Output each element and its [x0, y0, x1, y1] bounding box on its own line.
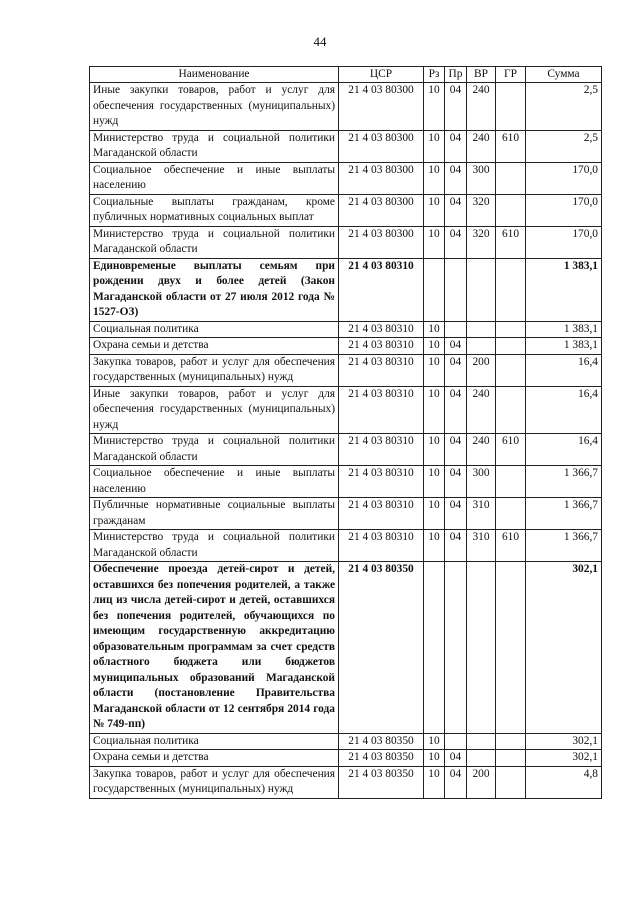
cell-gr: [496, 321, 526, 338]
cell-pr: 04: [445, 83, 467, 131]
cell-pr: 04: [445, 130, 467, 162]
cell-vr: 240: [467, 434, 496, 466]
cell-rz: 10: [424, 466, 445, 498]
cell-rz: 10: [424, 498, 445, 530]
table-row: [90, 130, 602, 162]
table-row: [90, 226, 602, 258]
cell-gr: [496, 162, 526, 194]
table-row: [90, 386, 602, 434]
page-number: 44: [313, 34, 327, 49]
cell-name: Социальная политика: [90, 733, 339, 750]
cell-csr: 21 4 03 80310: [339, 434, 424, 466]
table-row: [90, 258, 602, 321]
cell-name: Иные закупки товаров, работ и услуг для обеспечения государственных (муниципальных) нужд: [90, 386, 339, 434]
table-body: [90, 83, 602, 799]
cell-sum: 170,0: [526, 226, 602, 258]
cell-sum: 1 366,7: [526, 466, 602, 498]
cell-gr: [496, 562, 526, 734]
cell-vr: 310: [467, 530, 496, 562]
cell-pr: 04: [445, 194, 467, 226]
cell-sum: 16,4: [526, 354, 602, 386]
cell-gr: [496, 498, 526, 530]
table-row: [90, 750, 602, 767]
cell-name: Министерство труда и социальной политики Магаданской области: [90, 226, 339, 258]
cell-gr: [496, 354, 526, 386]
cell-name: Иные закупки товаров, работ и услуг для обеспечения государственных (муниципальных) нужд: [90, 83, 339, 131]
table-row: [90, 466, 602, 498]
cell-name: Единовременые выплаты семьям при рождении двух и более детей (Закон Магаданской области от 27 июля 2012 года № 1527-ОЗ): [90, 258, 339, 321]
cell-name: Социальное обеспечение и иные выплаты населению: [90, 466, 339, 498]
cell-rz: 10: [424, 766, 445, 798]
cell-vr: 240: [467, 130, 496, 162]
cell-pr: [445, 733, 467, 750]
cell-gr: [496, 258, 526, 321]
cell-name: Социальное обеспечение и иные выплаты населению: [90, 162, 339, 194]
cell-sum: 1 366,7: [526, 498, 602, 530]
cell-gr: [496, 766, 526, 798]
cell-rz: [424, 562, 445, 734]
cell-sum: 302,1: [526, 750, 602, 767]
cell-sum: 302,1: [526, 733, 602, 750]
cell-csr: 21 4 03 80310: [339, 354, 424, 386]
cell-rz: 10: [424, 750, 445, 767]
cell-sum: 4,8: [526, 766, 602, 798]
cell-pr: 04: [445, 386, 467, 434]
cell-sum: 2,5: [526, 83, 602, 131]
cell-vr: 320: [467, 226, 496, 258]
table-row: [90, 162, 602, 194]
cell-csr: 21 4 03 80300: [339, 83, 424, 131]
cell-rz: 10: [424, 434, 445, 466]
table-row: [90, 194, 602, 226]
cell-csr: 21 4 03 80350: [339, 750, 424, 767]
budget-table: [89, 66, 602, 799]
cell-sum: 16,4: [526, 386, 602, 434]
cell-sum: 1 383,1: [526, 321, 602, 338]
cell-name: Охрана семьи и детства: [90, 338, 339, 355]
cell-sum: 1 383,1: [526, 258, 602, 321]
cell-csr: 21 4 03 80350: [339, 733, 424, 750]
cell-csr: 21 4 03 80300: [339, 130, 424, 162]
cell-csr: 21 4 03 80310: [339, 386, 424, 434]
cell-rz: 10: [424, 226, 445, 258]
cell-sum: 1 366,7: [526, 530, 602, 562]
cell-name: Социальная политика: [90, 321, 339, 338]
cell-csr: 21 4 03 80300: [339, 162, 424, 194]
table-row: [90, 434, 602, 466]
cell-rz: 10: [424, 338, 445, 355]
cell-vr: 240: [467, 386, 496, 434]
cell-rz: [424, 258, 445, 321]
header-pr: Пр: [445, 67, 467, 83]
cell-sum: 170,0: [526, 194, 602, 226]
cell-pr: [445, 321, 467, 338]
cell-rz: 10: [424, 162, 445, 194]
cell-name: Охрана семьи и детства: [90, 750, 339, 767]
table-row: [90, 83, 602, 131]
table-row: [90, 562, 602, 734]
cell-gr: [496, 83, 526, 131]
header-sum: Сумма: [526, 67, 602, 83]
cell-name: Министерство труда и социальной политики Магаданской области: [90, 130, 339, 162]
cell-gr: [496, 733, 526, 750]
cell-csr: 21 4 03 80310: [339, 498, 424, 530]
cell-gr: 610: [496, 226, 526, 258]
cell-name: Министерство труда и социальной политики Магаданской области: [90, 434, 339, 466]
cell-pr: 04: [445, 766, 467, 798]
cell-rz: 10: [424, 321, 445, 338]
table-row: [90, 498, 602, 530]
cell-sum: 302,1: [526, 562, 602, 734]
cell-csr: 21 4 03 80310: [339, 530, 424, 562]
cell-gr: [496, 194, 526, 226]
cell-vr: 200: [467, 354, 496, 386]
cell-csr: 21 4 03 80300: [339, 226, 424, 258]
cell-sum: 2,5: [526, 130, 602, 162]
cell-vr: 200: [467, 766, 496, 798]
cell-csr: 21 4 03 80300: [339, 194, 424, 226]
table-row: [90, 766, 602, 798]
cell-csr: 21 4 03 80310: [339, 338, 424, 355]
cell-gr: [496, 338, 526, 355]
cell-pr: 04: [445, 750, 467, 767]
cell-vr: [467, 562, 496, 734]
cell-pr: 04: [445, 338, 467, 355]
cell-name: Закупка товаров, работ и услуг для обеспечения государственных (муниципальных) нужд: [90, 354, 339, 386]
cell-name: Министерство труда и социальной политики Магаданской области: [90, 530, 339, 562]
cell-pr: 04: [445, 226, 467, 258]
header-vr: ВР: [467, 67, 496, 83]
cell-sum: 170,0: [526, 162, 602, 194]
cell-vr: [467, 258, 496, 321]
cell-vr: 320: [467, 194, 496, 226]
cell-vr: [467, 321, 496, 338]
cell-csr: 21 4 03 80310: [339, 258, 424, 321]
cell-name: Обеспечение проезда детей-сирот и детей, оставшихся без попечения родителей, а также лиц из числа детей-сирот и детей, оставшихся без попечения родителей, обучающихся по имеющим государственную аккредитацию образовательным программам за счет средств областного бюджета или бюджетов муниципальных образований Магаданской области (постановление Правительства Магаданской области от 12 сентября 2014 года № 749-пп): [90, 562, 339, 734]
cell-gr: [496, 750, 526, 767]
header-gr: ГР: [496, 67, 526, 83]
cell-vr: [467, 338, 496, 355]
cell-csr: 21 4 03 80310: [339, 321, 424, 338]
cell-vr: 300: [467, 162, 496, 194]
cell-vr: 240: [467, 83, 496, 131]
cell-rz: 10: [424, 130, 445, 162]
cell-sum: 16,4: [526, 434, 602, 466]
cell-csr: 21 4 03 80350: [339, 562, 424, 734]
cell-gr: [496, 386, 526, 434]
cell-pr: 04: [445, 498, 467, 530]
cell-pr: 04: [445, 530, 467, 562]
cell-rz: 10: [424, 83, 445, 131]
cell-rz: 10: [424, 194, 445, 226]
cell-name: Закупка товаров, работ и услуг для обеспечения государственных (муниципальных) нужд: [90, 766, 339, 798]
cell-vr: [467, 733, 496, 750]
cell-vr: [467, 750, 496, 767]
cell-name: Социальные выплаты гражданам, кроме публичных нормативных социальных выплат: [90, 194, 339, 226]
cell-name: Публичные нормативные социальные выплаты гражданам: [90, 498, 339, 530]
cell-csr: 21 4 03 80310: [339, 466, 424, 498]
cell-rz: 10: [424, 530, 445, 562]
cell-gr: 610: [496, 130, 526, 162]
cell-gr: 610: [496, 434, 526, 466]
cell-rz: 10: [424, 386, 445, 434]
cell-vr: 300: [467, 466, 496, 498]
header-rz: Рз: [424, 67, 445, 83]
cell-pr: 04: [445, 162, 467, 194]
cell-pr: [445, 258, 467, 321]
table-row: [90, 354, 602, 386]
cell-gr: 610: [496, 530, 526, 562]
cell-gr: [496, 466, 526, 498]
cell-sum: 1 383,1: [526, 338, 602, 355]
cell-rz: 10: [424, 354, 445, 386]
cell-pr: 04: [445, 466, 467, 498]
table-row: [90, 321, 602, 338]
cell-pr: [445, 562, 467, 734]
table-header-row: [90, 67, 602, 83]
cell-vr: 310: [467, 498, 496, 530]
table-row: [90, 338, 602, 355]
table-row: [90, 530, 602, 562]
header-name: Наименование: [90, 67, 339, 83]
cell-pr: 04: [445, 434, 467, 466]
header-csr: ЦСР: [339, 67, 424, 83]
cell-pr: 04: [445, 354, 467, 386]
cell-rz: 10: [424, 733, 445, 750]
cell-csr: 21 4 03 80350: [339, 766, 424, 798]
table-row: [90, 733, 602, 750]
